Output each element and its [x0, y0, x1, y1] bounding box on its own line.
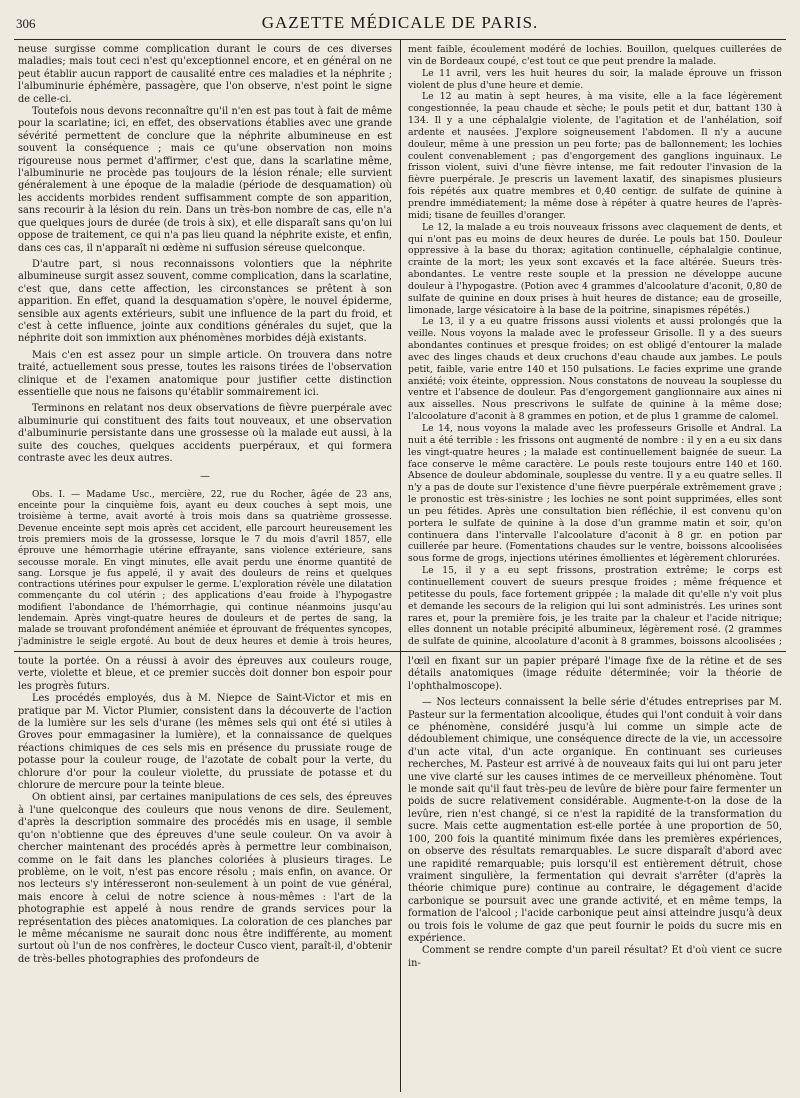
paragraph: Toutefois nous devons reconnaître qu'il n'en est pas tout à fait de même pour la scarlatine; ici, en effet, des observations établies avec une grande sévérité permettent de conclure que la néphrite albumineuse en est souvent la conséquence ; mais ce qu'une observation non moins rigoureuse nous permet d'affirmer, c'est que, dans la scarlatine même, l'albuminurie ne procède pas toujours de la lésion rénale; elle survient généralement à une époque de la maladie (période de desquamation) où les accidents morbides rendent suffisamment compte de son apparition, sans recourir à la lésion du rein. Dans un très-bon nombre de cas, elle n'a que quelques jours de durée (de trois à six), et elle disparaît sans qu'on lui oppose de traitement, ce qui n'a pas lieu quand la néphrite existe, et enfin, dans ces cas, il n'apparaît ni œdème ni suffusion séreuse quelconque.: [18, 106, 392, 254]
page-number: 306: [16, 16, 36, 31]
paragraph: Comment se rendre compte d'un pareil résultat? Et d'où vient ce sucre in-: [408, 945, 782, 969]
column-top-right: [408, 44, 782, 648]
paragraph: Le 15, il y a eu sept frissons, prostration extrême; le corps est continuellement couvert de sueurs presque froides ; même fréquence et petitesse du pouls, face fortement grippée ; la malade dit qu'elle n'y voit plus et demande les secours de la religion qui lui sont administrés. Les urines sont rares et, pour la première fois, je les traite par la chaleur et l'acide nitrique; elles donnent un notable précipité albumineux, légèrement rosé. (2 grammes de sulfate de quinine, alcoolature d'aconit à 8 grammes, boissons alcoolisées ;: [408, 565, 782, 648]
column-divider-bottom: [400, 651, 401, 1092]
paragraph: Le 13, il y a eu quatre frissons aussi violents et aussi prolongés que la veille. Nous voyons la malade avec le professeur Grisolle. Il y a des sueurs abondantes continues et presque froides; on est obligé d'entourer la malade avec des linges chauds et deux cruchons d'eau chaude aux jambes. Le pouls petit, faible, varie entre 140 et 150 pulsations. Le facies exprime une grande anxiété; voix éteinte, oppression. Nous constatons de nouveau la souplesse du ventre et l'absence de douleur. Pas d'engorgement ganglionnaire aux aines ni aux aisselles. Nous prescrivons le sulfate de quinine à la même dose; l'alcoolature d'aconit à 8 grammes en potion, et de plus 1 gramme de calomel.: [408, 316, 782, 423]
paragraph: toute la portée. On a réussi à avoir des épreuves aux couleurs rouge, verte, violette et bleue, et ce premier succès doit donner bon espoir pour les progrès futurs.: [18, 656, 392, 692]
paragraph: Le 11 avril, vers les huit heures du soir, la malade éprouve un frisson violent de plus d'une heure et demie.: [408, 67, 782, 91]
observation-paragraph: Obs. I. — Madame Usc., mercière, 22, rue du Rocher, âgée de 23 ans, enceinte pour la cinquième fois, ayant eu deux couches à sept mois, une troisième à terme, avait avorté à trois mois dans sa quatrième grossesse. Devenue enceinte sept mois après cet accident, elle parcourt heureusement les trois premiers mois de la grossesse, lorsque le 7 du mois d'avril 1857, elle éprouve une hémorrhagie utérine effrayante, sans violence extérieure, sans secousse morale. En vingt minutes, elle avait perdu une énorme quantité de sang. Lorsque je fus appelé, il y avait des douleurs de reins et quelques contractions utérines pour expulser le germe. L'exploration révèle une dilatation commençante du col utérin ; des applications d'eau froide à l'hypogastre modifient l'abondance de l'hémorrhagie, qui continue néanmoins jusqu'au lendemain. Après vingt-quatre heures de douleurs et de pertes de sang, la malade se trouvant profondément anémiée et éprouvant de fréquentes syncopes, j'administre le seigle ergoté. Au bout de deux heures et demie à trois heures,: [18, 489, 392, 647]
column-top-left: [18, 44, 392, 648]
paragraph: Terminons en relatant nos deux observations de fièvre puerpérale avec albuminurie qui constituent des faits tout nouveaux, et une observation d'albuminurie persistante dans une grossesse où la malade eut aussi, à la suite des couches, quelques accidents puerpéraux, et qui formera contraste avec les deux autres.: [18, 403, 392, 464]
paragraph: neuse surgisse comme complication durant le cours de ces diverses maladies; mais tout ceci n'est qu'exceptionnel encore, et en général on ne peut établir aucun rapport de causalité entre ces maladies et la néphrite ; l'albuminurie éphémère, passagère, que l'on observe, n'est point le signe de celle-ci.: [18, 44, 392, 105]
paragraph: — Nos lecteurs connaissent la belle série d'études entreprises par M. Pasteur sur la fermentation alcoolique, études qui l'ont conduit à voir dans ce phénomène, considéré jusqu'à lui comme un simple acte de dédoublement chimique, une conséquence directe de la vie, un accessoire d'un acte vital, d'un acte organique. En continuant ses curieuses recherches, M. Pasteur est arrivé à de nouveaux faits qui lui ont paru jeter une vive clarté sur les causes intimes de ce merveilleux phénomène. Tout le monde sait qu'il faut très-peu de levûre de bière pour faire fermenter un poids de sucre relativement considérable. Augmente-t-on la dose de la levûre, rien n'est changé, si ce n'est la rapidité de la transformation du sucre. Mais cette augmentation est-elle portée à une proportion de 50, 100, 200 fois la quantité minimum fixée dans les premières expériences, on observe des résultats remarquables. Le sucre disparaît d'abord avec une rapidité remarquable; puis lorsqu'il est entièrement détruit, chose vraiment singulière, la fermentation qui devrait s'arrêter (d'après la théorie chimique pure) continue au contraire, le dégagement d'acide carbonique se poursuit avec une grande activité, et en même temps, la formation de l'alcool ; l'acide carbonique peut ainsi atteindre jusqu'à deux ou trois fois le volume de gaz que peut fournir le poids du sucre mis en expérience.: [408, 697, 782, 944]
separator: —: [200, 471, 210, 483]
paragraph: Les procédés employés, dus à M. Niepce de Saint-Victor et mis en pratique par M. Victor Plumier, consistent dans la découverte de l'action de la lumière sur les sels d'urane (les mêmes sels qui ont été si utiles à Groves pour emmagasiner la lumière), et la connaissance de quelques réactions chimiques de ces sels mis en présence du prussiate rouge de potasse pour la couleur rouge, de l'azotate de cobalt pour la verte, du chlorure d'or pour la couleur violette, du prussiate de potasse et du chlorure de mercure pour la teinte bleue.: [18, 693, 392, 792]
paragraph: l'œil en fixant sur un papier préparé l'image fixe de la rétine et de ses détails anatomiques (image réduite déterminée; voir la théorie de l'ophthalmoscope).: [408, 656, 782, 692]
column-divider-top: [400, 39, 401, 651]
paragraph: Mais c'en est assez pour un simple article. On trouvera dans notre traité, actuellement sous presse, toutes les raisons tirées de l'observation clinique et de l'examen anatomique pour justifier cette distinction essentielle que nous ne faisons qu'établir sommairement ici.: [18, 349, 392, 398]
paragraph: Le 12, la malade a eu trois nouveaux frissons avec claquement de dents, et qui n'ont pas eu moins de deux heures de durée. Le pouls bat 150. Douleur oppressive à la base du thorax; agitation continuelle, céphalalgie continue, crainte de la mort; les yeux sont excavés et la face altérée. Sueurs très-abondantes. Le ventre reste souple et la pression ne développe aucune douleur à l'hypogastre. (Potion avec 4 grammes d'alcoolature d'aconit, 0,80 de sulfate de quinine en doux prises à huit heures de distance; eau de groseille, limonade, large vésicatoire à la base de la poitrine, sinapismes répétés.): [408, 221, 782, 316]
paragraph: Le 12 au matin à sept heures, à ma visite, elle a la face légèrement congestionnée, la peau chaude et sèche; le pouls petit et dur, battant 130 à 134. Il y a une céphalalgie violente, de l'agitation et de l'anhélation, soif ardente et nausées. J'explore soigneusement l'abdomen. Il n'y a aucune douleur, même à une pression un peu forte; pas de ballonnement; les lochies coulent convenablement ; pas d'engorgement des ganglions inguinaux. Le frisson violent, suivi d'une fièvre intense, me fait redouter l'invasion de la fièvre puerpérale. Je prescris un lavement laxatif, des sinapismes plusieurs fois répétés aux quatre membres et 0,40 centigr. de sulfate de quinine à prendre immédiatement; la même dose à répéter à quatre heures de l'après-midi; tisane de feuilles d'oranger.: [408, 91, 782, 221]
paragraph: D'autre part, si nous reconnaissons volontiers que la néphrite albumineuse surgit assez souvent, comme complication, dans la scarlatine, c'est que, dans cette affection, les circonstances se prêtent à son apparition. En effet, quand la desquamation s'opère, le nouvel épiderme, sensible aux agents extérieurs, subit une influence de la part du froid, et c'est à cette influence, jointe aux conditions générales du sujet, que la néphrite doit son immixtion aux phénomènes morbides déjà existants.: [18, 258, 392, 345]
journal-title: GAZETTE MÉDICALE DE PARIS.: [261, 13, 539, 32]
paragraph: ment faible, écoulement modéré de lochies. Bouillon, quelques cuillerées de vin de Bordeaux coupé, c'est tout ce que peut prendre la malade.: [408, 44, 782, 67]
paragraph: On obtient ainsi, par certaines manipulations de ces sels, des épreuves à l'une quelconque des couleurs que nous venons de dire. Seulement, d'après la description sommaire des procédés mis en usage, il semble qu'on n'obtienne que des épreuves d'une seule couleur. On va avoir à chercher maintenant des procédés après à permettre leur combinaison, comme on le fait dans les planches coloriées à plusieurs tirages. Le problème, on le voit, n'est pas encore résolu ; mais enfin, on avance. Or nos lecteurs s'y intéresseront non-seulement à un point de vue général, mais encore à celui de notre science à nous-mêmes : l'art de la photographie est appelé à nous rendre de grands services pour la représentation des pièces anatomiques. La coloration de ces planches par le même mécanisme ne saurait donc nous être indifférente, au moment surtout où l'un de nos confrères, le docteur Cusco vient, paraît-il, d'obtenir de très-belles photographies des profondeurs de: [18, 792, 392, 965]
page-header: [14, 8, 786, 38]
paragraph: Le 14, nous voyons la malade avec les professeurs Grisolle et Andral. La nuit a été terrible : les frissons ont augmenté de nombre : il y en a eu six dans les vingt-quatre heures ; la malade est continuellement baignée de sueur. La face conserve le même caractère. Le pouls reste toujours entre 140 et 160. Absence de douleur abdominale, souplesse du ventre. Il y a eu quatre selles. Il n'y a pas de doute sur l'existence d'une fièvre puerpérale extrêmement grave ; le pronostic est très-sinistre ; les lochies ne sont point supprimées, elles sont un peu fétides. Après une consultation bien réfléchie, il est convenu qu'on portera le sulfate de quinine à la dose d'un gramme matin et soir, qu'on continuera dans l'intervalle l'alcoolature d'aconit à 8 gr. en potion par cuillerée par heure. (Fomentations chaudes sur le ventre, boissons alcoolisées sous forme de grogs, injections utérines émollientes et légèrement chlorurées.: [408, 423, 782, 565]
column-bottom-right: [408, 656, 782, 1092]
column-bottom-left: [18, 656, 392, 1092]
